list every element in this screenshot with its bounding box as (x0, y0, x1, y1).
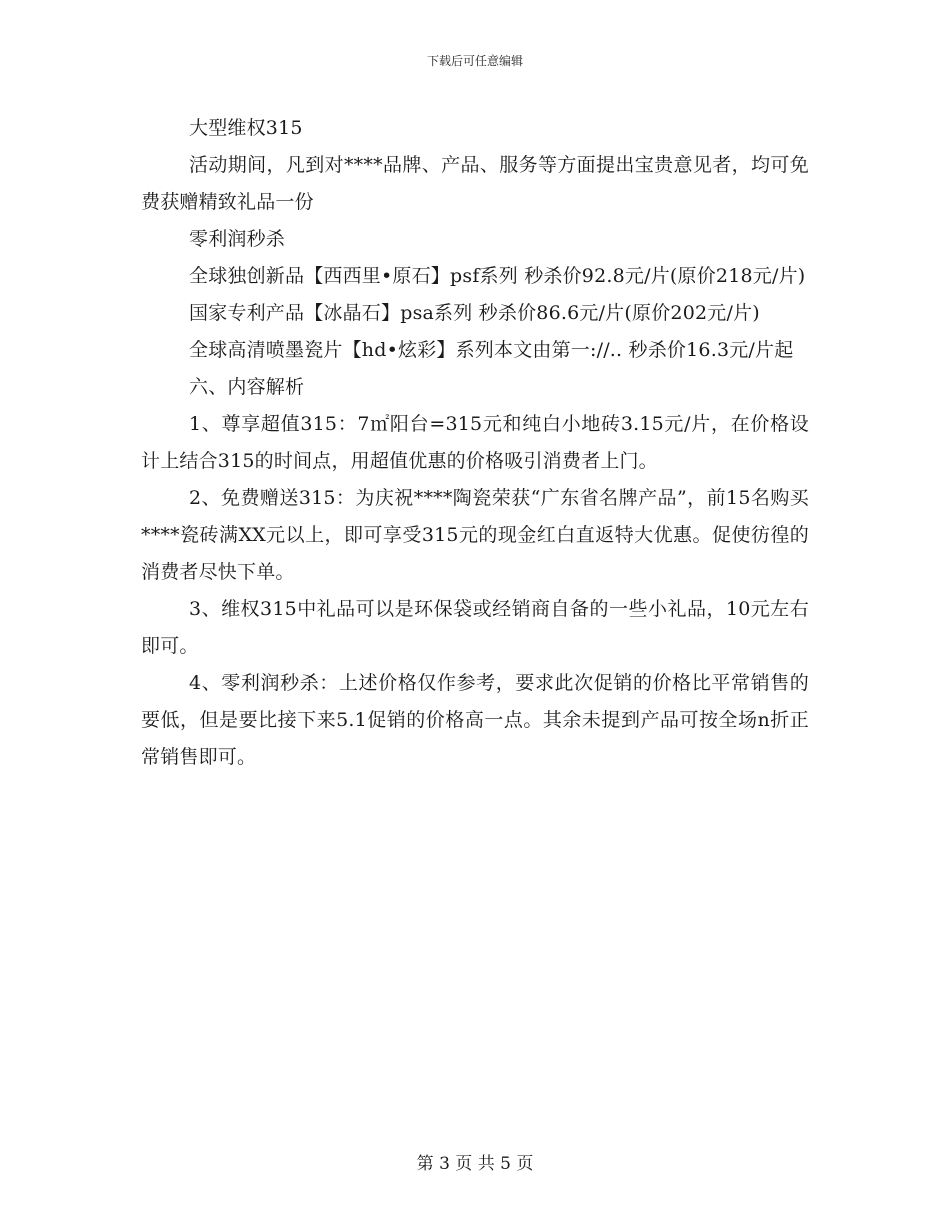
page-header-note: 下载后可任意编辑 (426, 54, 523, 68)
paragraph-analysis-4: 4、零利润秒杀：上述价格仅作参考，要求此次促销的价格比平常销售的要低，但是要比接下来5.1促销的价格高一点。其余未提到产品可按全场n折正常销售即可。 (141, 672, 809, 768)
paragraph-heading-flash-sale: 零利润秒杀 (189, 228, 286, 250)
paragraph-analysis-2: 2、免费赠送315：为庆祝****陶瓷荣获“广东省名牌产品”，前15名购买****瓷砖满XX元以上，即可享受315元的现金红白直返特大优惠。促使彷徨的消费者尽快下单。 (141, 487, 809, 583)
paragraph-product-hd-color: 全球高清喷墨瓷片【hd•炫彩】系列本文由第一://.. 秒杀价16.3元/片起 (189, 339, 794, 361)
page-number-footer: 第 3 页 共 5 页 (416, 1154, 534, 1174)
paragraph-analysis-1: 1、尊享超值315：7㎡阳台=315元和纯白小地砖3.15元/片，在价格设计上结合315的时间点，用超值优惠的价格吸引消费者上门。 (141, 413, 809, 472)
paragraph-heading-content-analysis: 六、内容解析 (189, 376, 305, 398)
paragraph-heading-rights-315: 大型维权315 (189, 117, 303, 139)
document-body (141, 110, 809, 776)
paragraph-rights-activity: 活动期间，凡到对****品牌、产品、服务等方面提出宝贵意见者，均可免费获赠精致礼品一份 (141, 154, 809, 213)
paragraph-analysis-3: 3、维权315中礼品可以是环保袋或经销商自备的一些小礼品，10元左右即可。 (141, 598, 809, 657)
paragraph-product-sicily-stone: 全球独创新品【西西里•原石】psf系列 秒杀价92.8元/片(原价218元/片) (189, 265, 806, 287)
paragraph-product-ice-crystal: 国家专利产品【冰晶石】psa系列 秒杀价86.6元/片(原价202元/片) (189, 302, 760, 324)
